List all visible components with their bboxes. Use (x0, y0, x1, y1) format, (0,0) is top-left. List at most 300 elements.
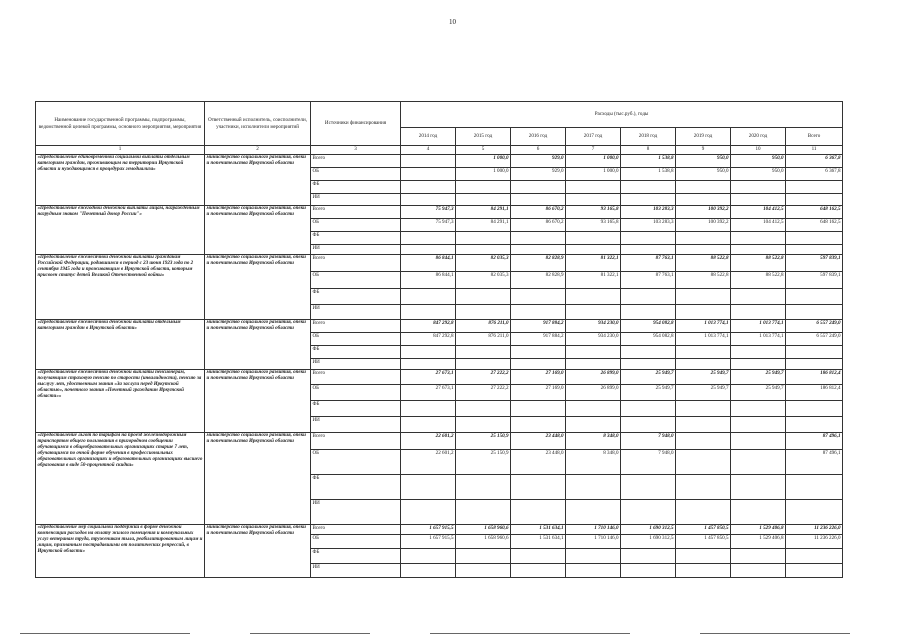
column-number: 9 (676, 146, 731, 155)
value-cell (401, 564, 456, 578)
value-cell (676, 194, 731, 206)
funding-source: ФБ (311, 401, 401, 417)
program-description: «Предоставление единовременной социальной выплаты отдельным категориям граждан, проживающим на территории Иркутской области и нуждающимся в процедурах гемодиализа» (36, 155, 205, 206)
value-cell: 88 522,8 (676, 255, 731, 272)
value-cell: 75 947,3 (401, 219, 456, 232)
column-number: 5 (456, 146, 511, 155)
scan-artifact (430, 633, 630, 634)
value-cell: 1 690 312,5 (621, 535, 676, 549)
value-cell (676, 359, 731, 370)
program-description: «Предоставление ежемесячной денежной выплаты отдельным категориям граждан в Иркутской области» (36, 320, 205, 370)
value-cell (401, 475, 456, 500)
value-cell: 27 673,1 (401, 385, 456, 401)
funding-source: ФБ (311, 549, 401, 564)
value-cell: 27 673,1 (401, 370, 456, 385)
funding-source: ИИ (311, 305, 401, 320)
value-cell (731, 359, 786, 370)
value-cell (401, 168, 456, 181)
value-cell: 648 162,5 (786, 219, 843, 232)
program-description: «Предоставление ежемесячной денежной выплаты гражданам Российской Федерации, родившимся в период с 23 июня 1923 года по 2 сентября 1945 года и проживающим в Иркутской области, которым присвоен статус детей Великой Отечественной войны» (36, 255, 205, 320)
page-number: 10 (449, 18, 456, 26)
value-cell (456, 359, 511, 370)
value-cell (566, 245, 621, 255)
value-cell (621, 500, 676, 525)
value-cell: 1 000,0 (456, 168, 511, 181)
responsible-executor: министерство социального развития, опеки и попечительства Иркутской области (205, 255, 311, 320)
value-cell: 876 211,0 (456, 320, 511, 333)
value-cell (621, 232, 676, 245)
value-cell (401, 401, 456, 417)
value-cell (676, 181, 731, 194)
value-cell: 27 169,0 (511, 385, 566, 401)
value-cell: 93 165,8 (566, 219, 621, 232)
value-cell (511, 417, 566, 433)
value-cell (456, 549, 511, 564)
responsible-executor: министерство социального развития, опеки и попечительства Иркутской области (205, 433, 311, 525)
value-cell (401, 232, 456, 245)
value-cell (621, 346, 676, 359)
funding-source: ОБ (311, 272, 401, 289)
value-cell: 8 348,0 (566, 450, 621, 475)
value-cell: 23 448,0 (511, 450, 566, 475)
value-cell: 25 949,7 (621, 385, 676, 401)
value-cell: 597 839,1 (786, 255, 843, 272)
value-cell (731, 289, 786, 305)
header-year: 2019 год (676, 128, 731, 146)
value-cell (731, 305, 786, 320)
value-cell (676, 401, 731, 417)
value-cell (456, 289, 511, 305)
program-description: «Предоставление мер социальной поддержки в форме денежной компенсации расходов на оплату жилого помещения и коммунальных услуг ветеранам труда, труженикам тыла, реабилитированным лицам и лицам, признанным пострадавшими от политических репрессий, в Иркутской области» (36, 525, 205, 578)
value-cell (511, 549, 566, 564)
value-cell (621, 564, 676, 578)
funding-source: ФБ (311, 181, 401, 194)
value-cell: 86 670,2 (511, 219, 566, 232)
header-responsible: Ответственный исполнитель, соисполнители, участники, исполнители мероприятий (205, 102, 311, 146)
value-cell: 8 348,0 (566, 433, 621, 450)
value-cell (676, 305, 731, 320)
header-year: 2015 год (456, 128, 511, 146)
funding-source: Всего (311, 370, 401, 385)
value-cell (511, 500, 566, 525)
value-cell (566, 346, 621, 359)
value-cell (731, 450, 786, 475)
column-number: 1 (36, 146, 205, 155)
responsible-executor: министерство социального развития, опеки и попечительства Иркутской области (205, 370, 311, 433)
value-cell (731, 346, 786, 359)
value-cell (456, 346, 511, 359)
value-cell (786, 232, 843, 245)
value-cell (401, 181, 456, 194)
funding-source: ФБ (311, 475, 401, 500)
header-year: 2016 год (511, 128, 566, 146)
responsible-executor: министерство социального развития, опеки и попечительства Иркутской области (205, 206, 311, 255)
value-cell (401, 289, 456, 305)
funding-source: Всего (311, 525, 401, 535)
value-cell: 1 457 850,5 (676, 535, 731, 549)
value-cell (511, 232, 566, 245)
column-number-row (36, 146, 843, 155)
value-cell: 103 283,3 (621, 206, 676, 219)
value-cell (511, 475, 566, 500)
value-cell: 82 828,9 (511, 255, 566, 272)
value-cell (401, 245, 456, 255)
value-cell (566, 549, 621, 564)
value-cell (786, 181, 843, 194)
value-cell (731, 433, 786, 450)
value-cell (621, 181, 676, 194)
value-cell (566, 417, 621, 433)
value-cell: 81 322,1 (566, 272, 621, 289)
value-cell (511, 305, 566, 320)
value-cell (456, 475, 511, 500)
value-cell: 950,0 (731, 155, 786, 168)
value-cell (786, 475, 843, 500)
value-cell (731, 245, 786, 255)
value-cell: 82 035,3 (456, 272, 511, 289)
value-cell: 25 150,9 (456, 450, 511, 475)
value-cell: 27 222,2 (456, 385, 511, 401)
value-cell: 27 169,0 (511, 370, 566, 385)
value-cell (786, 564, 843, 578)
value-cell (676, 500, 731, 525)
value-cell (456, 417, 511, 433)
value-cell: 929,0 (511, 155, 566, 168)
value-cell (621, 417, 676, 433)
funding-source: Всего (311, 155, 401, 168)
value-cell (731, 181, 786, 194)
value-cell: 876 211,0 (456, 333, 511, 346)
value-cell: 954 082,8 (621, 333, 676, 346)
value-cell: 186 812,4 (786, 385, 843, 401)
value-cell (511, 194, 566, 206)
value-cell (566, 305, 621, 320)
value-cell (676, 232, 731, 245)
value-cell: 1 710 146,0 (566, 535, 621, 549)
program-description: «Предоставление ежемесячной денежной выплаты пенсионерам, получающим страховую пенсию по старости (инвалидности), пенсию за выслугу лет, удостоенным звания «За заслуги перед Иркутской областью», почетного звания «Почетный гражданин Иркутской области»» (36, 370, 205, 433)
value-cell (621, 475, 676, 500)
value-cell: 1 529 406,8 (731, 535, 786, 549)
value-cell: 84 291,1 (456, 219, 511, 232)
table-row (36, 370, 843, 385)
value-cell: 1 657 915,5 (401, 525, 456, 535)
value-cell (731, 475, 786, 500)
header-year: 2014 год (401, 128, 456, 146)
value-cell: 103 283,3 (621, 219, 676, 232)
header-year: Всего (786, 128, 843, 146)
value-cell (676, 346, 731, 359)
value-cell (786, 289, 843, 305)
value-cell: 1 690 312,5 (621, 525, 676, 535)
scan-artifact (700, 633, 850, 634)
value-cell (511, 359, 566, 370)
funding-source: ФБ (311, 289, 401, 305)
value-cell (456, 401, 511, 417)
value-cell: 75 947,3 (401, 206, 456, 219)
table-body (36, 146, 843, 578)
value-cell (456, 232, 511, 245)
value-cell (786, 194, 843, 206)
value-cell: 26 899,0 (566, 370, 621, 385)
value-cell: 954 082,8 (621, 320, 676, 333)
program-description: «Предоставление ежегодной денежной выплаты лицам, награжденным нагрудным знаком "Почетный донор России"» (36, 206, 205, 255)
value-cell: 25 949,7 (731, 370, 786, 385)
header-year: 2020 год (731, 128, 786, 146)
value-cell: 929,0 (511, 168, 566, 181)
value-cell: 104 412,5 (731, 219, 786, 232)
funding-source: ИИ (311, 359, 401, 370)
value-cell: 93 165,8 (566, 206, 621, 219)
value-cell: 81 322,1 (566, 255, 621, 272)
value-cell: 1 013 774,1 (676, 320, 731, 333)
value-cell (511, 245, 566, 255)
value-cell: 1 013 774,1 (731, 320, 786, 333)
value-cell (731, 417, 786, 433)
header-year: 2017 год (566, 128, 621, 146)
value-cell (401, 359, 456, 370)
value-cell (731, 500, 786, 525)
value-cell: 1 710 146,0 (566, 525, 621, 535)
value-cell (786, 417, 843, 433)
budget-table (35, 101, 843, 578)
funding-source: ИИ (311, 564, 401, 578)
scan-artifact (20, 633, 190, 634)
header-year: 2018 год (621, 128, 676, 146)
value-cell: 186 812,4 (786, 370, 843, 385)
value-cell (731, 232, 786, 245)
value-cell (786, 401, 843, 417)
value-cell (786, 245, 843, 255)
responsible-executor: министерство социального развития, опеки и попечительства Иркутской области (205, 525, 311, 578)
funding-source: Всего (311, 320, 401, 333)
value-cell: 847 292,8 (401, 333, 456, 346)
funding-source: Всего (311, 255, 401, 272)
value-cell: 27 222,2 (456, 370, 511, 385)
program-description: «Предоставление льгот по тарифам на проезд железнодорожным транспортом общего пользования в пригородном сообщении обучающимся в общеобразовательных организациях старше 7 лет, обучающимся по очной форме обучения в профессиональных образовательных организациях и образовательных организациях высшего образования в виде 50-процентной скидки» (36, 433, 205, 525)
value-cell: 6 557 249,0 (786, 333, 843, 346)
value-cell: 1 538,8 (621, 168, 676, 181)
value-cell (676, 245, 731, 255)
value-cell: 7 948,0 (621, 450, 676, 475)
funding-source: ОБ (311, 168, 401, 181)
value-cell: 25 150,9 (456, 433, 511, 450)
value-cell (786, 500, 843, 525)
value-cell (676, 289, 731, 305)
value-cell: 1 531 634,1 (511, 525, 566, 535)
column-number: 6 (511, 146, 566, 155)
value-cell (401, 155, 456, 168)
column-number: 11 (786, 146, 843, 155)
scan-artifact (250, 633, 370, 634)
value-cell (401, 500, 456, 525)
value-cell (731, 194, 786, 206)
value-cell: 87 763,1 (621, 255, 676, 272)
value-cell (676, 417, 731, 433)
column-number: 2 (205, 146, 311, 155)
column-number: 7 (566, 146, 621, 155)
value-cell (676, 450, 731, 475)
value-cell (456, 245, 511, 255)
value-cell: 917 884,2 (511, 333, 566, 346)
value-cell (511, 564, 566, 578)
value-cell: 1 013 774,1 (731, 333, 786, 346)
funding-source: ОБ (311, 450, 401, 475)
value-cell (566, 401, 621, 417)
value-cell (621, 359, 676, 370)
value-cell (731, 401, 786, 417)
value-cell (566, 564, 621, 578)
value-cell (786, 359, 843, 370)
funding-source: Всего (311, 433, 401, 450)
value-cell (401, 305, 456, 320)
value-cell (566, 475, 621, 500)
table-row (36, 206, 843, 219)
funding-source: ОБ (311, 333, 401, 346)
value-cell: 25 949,7 (676, 370, 731, 385)
funding-source: ОБ (311, 219, 401, 232)
value-cell (456, 181, 511, 194)
value-cell: 100 392,2 (676, 206, 731, 219)
column-number: 4 (401, 146, 456, 155)
value-cell: 25 949,7 (621, 370, 676, 385)
value-cell: 88 522,8 (731, 255, 786, 272)
value-cell: 847 292,8 (401, 320, 456, 333)
value-cell: 86 670,2 (511, 206, 566, 219)
value-cell (401, 346, 456, 359)
value-cell (621, 194, 676, 206)
header-source: Источники финансирования (311, 102, 401, 146)
value-cell (566, 181, 621, 194)
table-row (36, 433, 843, 450)
funding-source: ФБ (311, 346, 401, 359)
value-cell (621, 305, 676, 320)
funding-source: ОБ (311, 535, 401, 549)
value-cell (786, 549, 843, 564)
value-cell (676, 564, 731, 578)
responsible-executor: министерство социального развития, опеки и попечительства Иркутской области (205, 155, 311, 206)
value-cell: 1 658 960,6 (456, 525, 511, 535)
value-cell: 950,0 (731, 168, 786, 181)
value-cell: 1 658 960,6 (456, 535, 511, 549)
value-cell (456, 564, 511, 578)
value-cell (401, 417, 456, 433)
value-cell: 1 457 850,5 (676, 525, 731, 535)
value-cell (676, 433, 731, 450)
value-cell: 11 236 226,0 (786, 535, 843, 549)
value-cell: 917 884,2 (511, 320, 566, 333)
value-cell: 934 230,0 (566, 320, 621, 333)
value-cell (786, 346, 843, 359)
value-cell (456, 194, 511, 206)
header-expenses: Расходы (тыс.руб.), годы (401, 102, 843, 128)
value-cell (511, 401, 566, 417)
value-cell (731, 549, 786, 564)
funding-source: ИИ (311, 417, 401, 433)
value-cell: 1 538,8 (621, 155, 676, 168)
funding-source: ФБ (311, 232, 401, 245)
value-cell: 6 557 249,0 (786, 320, 843, 333)
funding-source: ИИ (311, 500, 401, 525)
value-cell (566, 289, 621, 305)
value-cell (401, 194, 456, 206)
value-cell: 25 949,7 (676, 385, 731, 401)
value-cell (731, 564, 786, 578)
header-program: Наименование государственной программы, подпрограммы, ведомственной целевой программы, основного мероприятия, мероприятия (36, 102, 205, 146)
value-cell (456, 500, 511, 525)
value-cell: 87 763,1 (621, 272, 676, 289)
value-cell: 597 839,1 (786, 272, 843, 289)
value-cell (511, 181, 566, 194)
value-cell (511, 346, 566, 359)
value-cell: 648 162,5 (786, 206, 843, 219)
table-header (36, 102, 843, 146)
value-cell: 22 601,2 (401, 450, 456, 475)
value-cell: 88 522,8 (676, 272, 731, 289)
value-cell: 1 000,0 (456, 155, 511, 168)
value-cell: 86 844,1 (401, 272, 456, 289)
value-cell (566, 359, 621, 370)
column-number: 10 (731, 146, 786, 155)
value-cell: 100 392,2 (676, 219, 731, 232)
value-cell (676, 475, 731, 500)
column-number: 3 (311, 146, 401, 155)
value-cell (401, 549, 456, 564)
value-cell: 6 367,8 (786, 155, 843, 168)
value-cell: 87 496,1 (786, 450, 843, 475)
value-cell: 1 013 774,1 (676, 333, 731, 346)
value-cell: 1 531 634,1 (511, 535, 566, 549)
funding-source: ОБ (311, 385, 401, 401)
value-cell: 7 948,0 (621, 433, 676, 450)
responsible-executor: министерство социального развития, опеки и попечительства Иркутской области (205, 320, 311, 370)
value-cell (621, 289, 676, 305)
table-row (36, 525, 843, 535)
funding-source: Всего (311, 206, 401, 219)
value-cell: 82 828,9 (511, 272, 566, 289)
value-cell: 11 236 226,0 (786, 525, 843, 535)
value-cell (621, 549, 676, 564)
value-cell: 934 230,0 (566, 333, 621, 346)
value-cell (621, 245, 676, 255)
value-cell: 6 367,8 (786, 168, 843, 181)
value-cell: 1 000,0 (566, 168, 621, 181)
funding-source: ИИ (311, 194, 401, 206)
value-cell (786, 305, 843, 320)
table-row (36, 320, 843, 333)
value-cell: 950,0 (676, 168, 731, 181)
value-cell (566, 232, 621, 245)
value-cell: 22 601,2 (401, 433, 456, 450)
column-number: 8 (621, 146, 676, 155)
value-cell: 84 291,1 (456, 206, 511, 219)
value-cell (566, 194, 621, 206)
value-cell (676, 549, 731, 564)
value-cell: 86 844,1 (401, 255, 456, 272)
funding-source: ИИ (311, 245, 401, 255)
value-cell: 82 035,3 (456, 255, 511, 272)
value-cell: 88 522,8 (731, 272, 786, 289)
table-row (36, 155, 843, 168)
value-cell: 1 657 915,5 (401, 535, 456, 549)
value-cell: 26 899,0 (566, 385, 621, 401)
value-cell (621, 401, 676, 417)
value-cell: 1 529 406,8 (731, 525, 786, 535)
value-cell (456, 305, 511, 320)
value-cell: 25 949,7 (731, 385, 786, 401)
value-cell (566, 500, 621, 525)
value-cell (511, 289, 566, 305)
value-cell: 23 448,0 (511, 433, 566, 450)
